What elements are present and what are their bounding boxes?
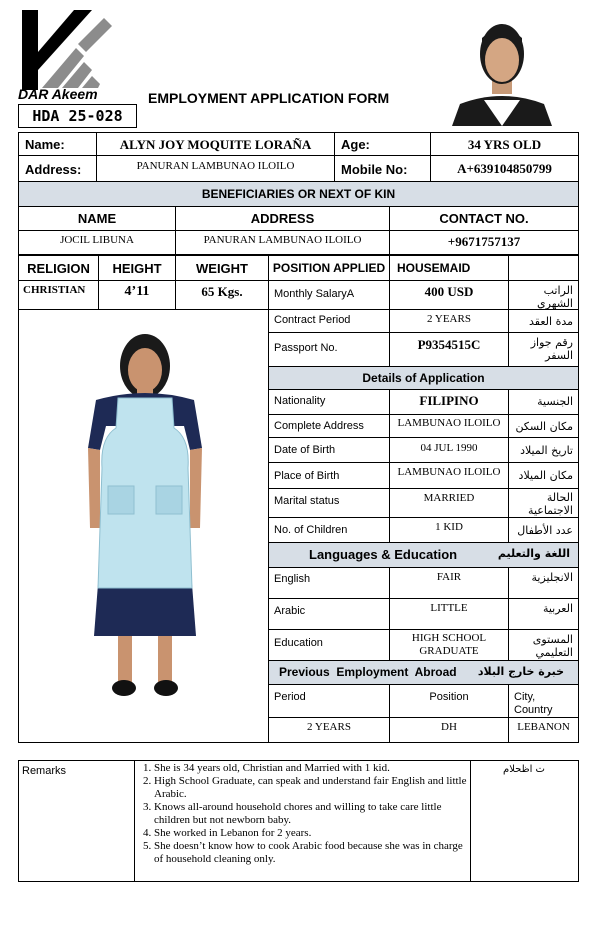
remark-item: 5. She doesn’t know how to cook Arabic food because she was in charge of household cleaning only.: [154, 840, 468, 866]
beneficiary-contact: +9671757137: [389, 230, 579, 255]
nationality-label: Nationality: [268, 389, 390, 415]
beneficiary-address-header: ADDRESS: [175, 206, 390, 231]
position-extra-cell: [508, 255, 579, 281]
education-label-ar: المستوى التعليمي: [508, 629, 579, 661]
languages-header-text-ar: اللغة والتعليم: [497, 547, 570, 560]
weight-value: 65 Kgs.: [175, 280, 269, 310]
children-value: 1 KID: [389, 517, 509, 543]
complete-address-label-ar: مكان السكن: [508, 414, 579, 438]
remarks-label-ar: ت اظحلام: [503, 764, 545, 775]
children-label-ar: عدد الأطفال: [508, 517, 579, 543]
place-of-birth-label: Place of Birth: [268, 462, 390, 489]
complete-address-value: LAMBUNAO ILOILO: [389, 414, 509, 438]
employment-period: 2 YEARS: [268, 717, 390, 743]
height-header: HEIGHT: [98, 255, 176, 281]
passport-value: P9354515C: [389, 332, 509, 367]
languages-header: [268, 542, 579, 568]
remark-item: 2. High School Graduate, can speak and understand fair English and little Arabic.: [154, 775, 468, 801]
religion-header: RELIGION: [18, 255, 99, 281]
religion-value: CHRISTIAN: [18, 280, 99, 310]
beneficiary-name: JOCIL LIBUNA: [18, 230, 176, 255]
beneficiary-contact-header: CONTACT NO.: [389, 206, 579, 231]
salary-label-ar: الراتب الشهري: [508, 280, 579, 310]
reference-code: [18, 104, 137, 128]
english-value: FAIR: [389, 567, 509, 599]
english-label: English: [268, 567, 390, 599]
nationality-label-ar: الجنسية: [508, 389, 579, 415]
address-label: Address:: [18, 155, 97, 182]
details-header: Details of Application: [268, 366, 579, 390]
english-label-ar: الانجليزية: [508, 567, 579, 599]
contract-label-ar: مدة العقد: [508, 309, 579, 333]
marital-status-value: MARRIED: [389, 488, 509, 518]
employment-header-text: Previous Employment Abroad: [279, 665, 457, 679]
form-title: EMPLOYMENT APPLICATION FORM: [148, 90, 390, 106]
languages-header-text: Languages & Education: [309, 547, 458, 562]
position-applied-value: HOUSEMAID: [389, 255, 509, 281]
marital-status-label-ar: الحالة الاجتماعية: [508, 488, 579, 518]
applicant-full-body-photo: [60, 318, 230, 708]
address-value: PANURAN LAMBUNAO ILOILO: [96, 155, 335, 182]
arabic-label-ar: العربية: [508, 598, 579, 630]
position-applied-header: POSITION APPLIED: [268, 255, 390, 281]
remark-item: 3. Knows all-around household chores and willing to take care little children but not newborn baby.: [154, 801, 468, 827]
logo-text: DAR Akeem: [18, 86, 98, 102]
employment-country-header: City, Country: [508, 684, 579, 718]
weight-header: WEIGHT: [175, 255, 269, 281]
reference-code-text: HDA 25-028: [32, 107, 123, 125]
remarks-label: Remarks: [22, 765, 67, 777]
beneficiary-address: PANURAN LAMBUNAO ILOILO: [175, 230, 390, 255]
remark-item: 4. She worked in Lebanon for 2 years.: [154, 827, 468, 840]
mobile-value: A+639104850799: [430, 155, 579, 182]
remarks-divider-left: [134, 760, 135, 882]
date-of-birth-label: Date of Birth: [268, 437, 390, 463]
children-label: No. of Children: [268, 517, 390, 543]
employment-position: DH: [389, 717, 509, 743]
salary-value: 400 USD: [389, 280, 509, 310]
age-label: Age:: [334, 132, 431, 156]
remark-item: 1. She is 34 years old, Christian and Married with 1 kid.: [154, 762, 468, 775]
education-value: HIGH SCHOOL GRADUATE: [389, 629, 509, 661]
employment-position-header: Position: [389, 684, 509, 718]
contract-label: Contract Period: [268, 309, 390, 333]
nationality-value: FILIPINO: [389, 389, 509, 415]
contract-value: 2 YEARS: [389, 309, 509, 333]
place-of-birth-label-ar: مكان الميلاد: [508, 462, 579, 489]
applicant-headshot: [444, 8, 560, 126]
age-value: 34 YRS OLD: [430, 132, 579, 156]
remarks-divider-right: [470, 760, 471, 882]
complete-address-label: Complete Address: [268, 414, 390, 438]
arabic-label: Arabic: [268, 598, 390, 630]
mobile-label: Mobile No:: [334, 155, 431, 182]
height-value: 4’11: [98, 280, 176, 310]
employment-country: LEBANON: [508, 717, 579, 743]
marital-status-label: Marital status: [268, 488, 390, 518]
salary-label: Monthly SalaryA: [268, 280, 390, 310]
remarks-list: [136, 762, 468, 866]
name-value: ALYN JOY MOQUITE LORAÑA: [96, 132, 335, 156]
employment-header-text-ar: خبرة خارج البلاد: [477, 665, 564, 678]
date-of-birth-label-ar: تاريخ الميلاد: [508, 437, 579, 463]
employment-period-header: Period: [268, 684, 390, 718]
beneficiary-name-header: NAME: [18, 206, 176, 231]
arabic-value: LITTLE: [389, 598, 509, 630]
education-label: Education: [268, 629, 390, 661]
place-of-birth-value: LAMBUNAO ILOILO: [389, 462, 509, 489]
name-label: Name:: [18, 132, 97, 156]
beneficiaries-header: BENEFICIARIES OR NEXT OF KIN: [18, 181, 579, 207]
date-of-birth-value: 04 JUL 1990: [389, 437, 509, 463]
employment-header: [268, 660, 579, 685]
passport-label: Passport No.: [268, 332, 390, 367]
passport-label-ar: رقم جواز السفر: [508, 332, 579, 367]
